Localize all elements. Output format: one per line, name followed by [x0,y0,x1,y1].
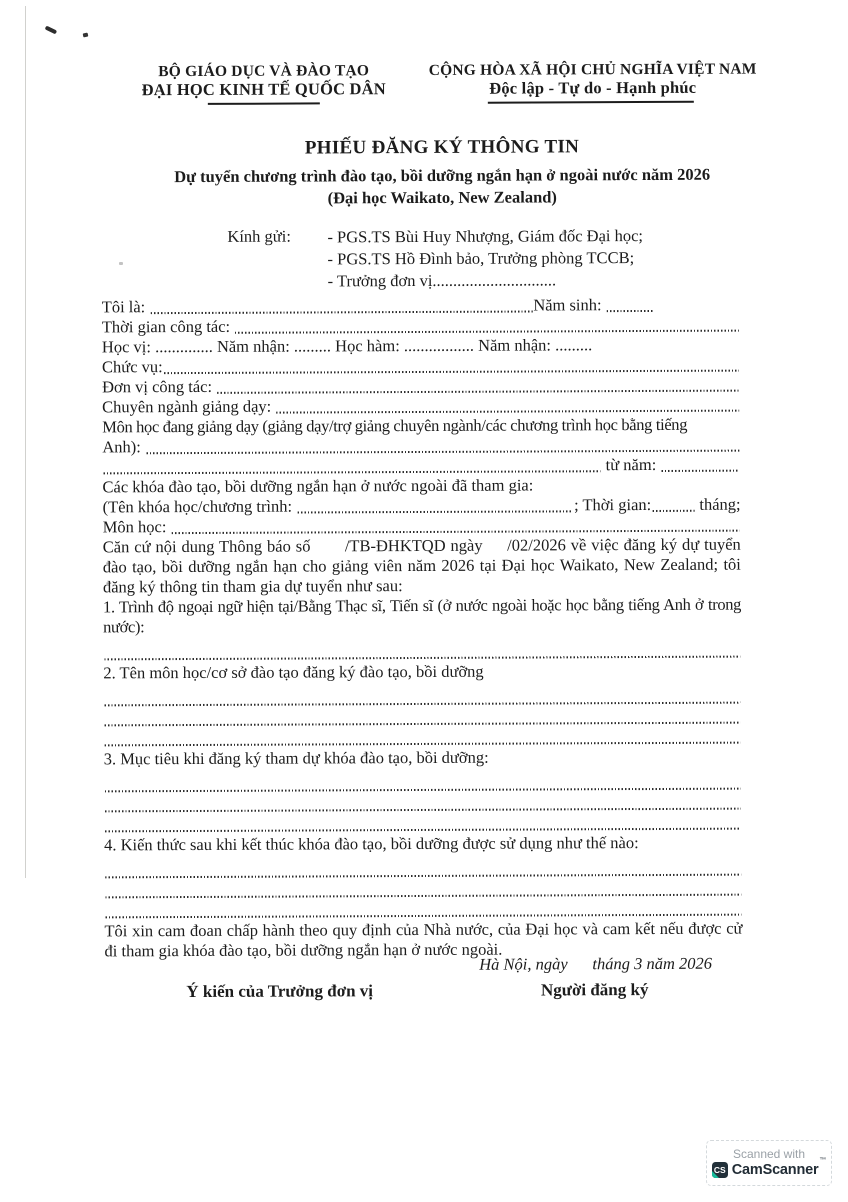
form-paragraph: Căn cứ nội dung Thông báo số /TB-ĐHKTQD ngày /02/2026 về việc đăng ký dự tuyển đào tạo, bồi dưỡng ngắn hạn cho giảng viên năm 2026 tại Đại học Waikato, New Zealand; tôi đăng ký thông tin tham gia dự tuyển như sau: [102,534,741,597]
ministry-name: BỘ GIÁO DỤC VÀ ĐÀO TẠO [158,62,370,81]
salutation-label: Kính gửi: [227,226,291,246]
form-line [103,495,741,518]
spacer [654,295,740,315]
field-label: 2. Tên môn học/cơ sở đào tạo đăng ký đào tạo, bồi dưỡng [103,661,484,683]
dotted-blank-field [104,793,742,816]
dotted-blank-field [104,879,742,902]
camscanner-badge [706,1140,832,1186]
recipient-line: - PGS.TS Bùi Huy Nhượng, Giám đốc Đại học; [327,226,644,247]
field-label: ; Thời gian: [573,494,652,515]
national-motto: Độc lập - Tự do - Hạnh phúc [489,77,697,98]
form-line [102,375,740,398]
form-line [102,335,740,358]
field-label: Anh): [102,437,145,457]
dotted-blank-field [145,435,740,458]
field-label: tháng; [695,494,741,514]
form-line [102,395,740,418]
field-label: Môn học đang giảng dạy (giảng dạy/trợ giảng chuyên ngành/các chương trình học bằng tiếng [102,414,688,437]
recipient-list [327,225,643,292]
dotted-blank-field [170,515,740,537]
header-left-underline [208,102,320,104]
dotted-blank-field [606,295,654,315]
form-line [102,295,740,318]
dotted-blank-field [104,727,742,750]
field-label: Đơn vị công tác: [102,376,217,397]
form-line [104,899,742,922]
field-label: từ năm: [601,454,661,475]
form-line [104,879,742,902]
ink-mark-artifact [119,262,123,265]
field-label: Các khóa đào tạo, bồi dưỡng ngắn hạn ở nước ngoài đã tham gia: [102,475,534,497]
dotted-blank-field [234,315,740,337]
camscanner-app-name [731,1157,827,1178]
app-name-text: CamScanner [731,1162,819,1178]
form-line [104,747,742,770]
title-block [102,135,782,209]
page-title: PHIẾU ĐĂNG KÝ THÔNG TIN [304,136,580,159]
form-line [102,435,740,458]
form-line [102,455,740,478]
header-right-block [418,60,768,98]
salutation-block [101,223,741,291]
recipient-line: - PGS.TS Hồ Đình bảo, Trưởng phòng TCCB; [327,248,635,269]
page-subtitle: Dự tuyển chương trình đào tạo, bồi dưỡng ngắn hạn ở ngoài nước năm 2026 [174,164,711,187]
dotted-blank-field [216,375,740,397]
field-label: Học vị: .............. Năm nhận: ......... Học hàm: ................. Năm nhận: ......... [101,335,593,357]
form-line [102,415,740,438]
form-line [103,707,741,730]
form-line [102,475,740,498]
dotted-blank-field [149,296,533,318]
signature-right-title: Người đăng ký [540,980,649,1000]
field-label: Thời gian công tác: [101,316,235,337]
trademark-symbol: ™ [819,1157,827,1164]
camscanner-logo-letters: CS [713,1165,726,1175]
field-label: Chuyên ngành giảng dạy: [102,396,276,417]
dotted-blank-field [103,641,741,664]
field-label: 3. Mục tiêu khi đăng ký tham dự khóa đào tạo, bồi dưỡng: [103,747,489,769]
page-subtitle-2: (Đại học Waikato, New Zealand) [327,187,557,208]
form-line [104,773,742,796]
signature-left-title: Ý kiến của Trưởng đơn vị [186,981,374,1002]
national-title: CỘNG HÒA XÃ HỘI CHỦ NGHĨA VIỆT NAM [428,60,757,79]
camscanner-brand-row [712,1157,827,1178]
form-line [104,793,742,816]
header-left-block [126,62,402,99]
form-line [104,813,742,836]
field-label: 4. Kiến thức sau khi kết thúc khóa đào tạo, bồi dưỡng được sử dụng như thế nào: [104,833,639,855]
form-paragraph: 1. Trình độ ngoại ngữ hiện tại/Bằng Thạc sĩ, Tiến sĩ (ở nước ngoài hoặc học bằng tiếng Anh ở trong nước): [102,594,742,637]
scanned-with-label: Scanned with [732,1147,806,1161]
field-label: Tôi là: [101,297,150,317]
form-line [102,315,740,338]
field-label: Năm sinh: [533,295,606,315]
form-line [103,687,741,710]
form-paragraph: Tôi xin cam đoan chấp hành theo quy định của Nhà nước, của Đại học và cam kết nếu được cử đi tham gia khóa đào tạo, bồi dưỡng ngắn hạn ở nước ngoài. [104,918,743,961]
scan-edge-line [25,6,26,878]
dotted-blank-field [104,899,742,922]
dotted-blank-field [104,813,742,836]
form-line [103,641,741,664]
dotted-blank-field [651,495,695,515]
dotted-blank-field [104,859,742,882]
form-line [104,727,742,750]
dotted-blank-field [103,707,741,730]
form-body [102,295,743,962]
dotted-blank-field [660,455,740,475]
form-line [103,661,741,684]
dotted-blank-field [103,687,741,710]
signature-place-date: Hà Nội, ngày tháng 3 năm 2026 [479,953,713,974]
form-line [104,859,742,882]
form-line [102,355,740,378]
form-line [103,515,741,538]
field-label: Chức vụ: [101,357,163,377]
form-line [104,833,742,856]
field-label: Môn học: [102,517,171,537]
recipient-line: - Trưởng đơn vị.............................. [327,270,557,291]
camscanner-logo-icon [712,1162,728,1178]
header-right-underline [488,101,694,103]
field-label: (Tên khóa học/chương trình: [102,496,297,517]
dotted-blank-field [102,455,601,477]
dotted-blank-field [296,495,574,516]
dotted-blank-field [163,355,740,378]
university-name: ĐẠI HỌC KINH TẾ QUỐC DÂN [141,79,386,100]
dotted-blank-field [104,773,742,796]
dotted-blank-field [275,395,740,417]
